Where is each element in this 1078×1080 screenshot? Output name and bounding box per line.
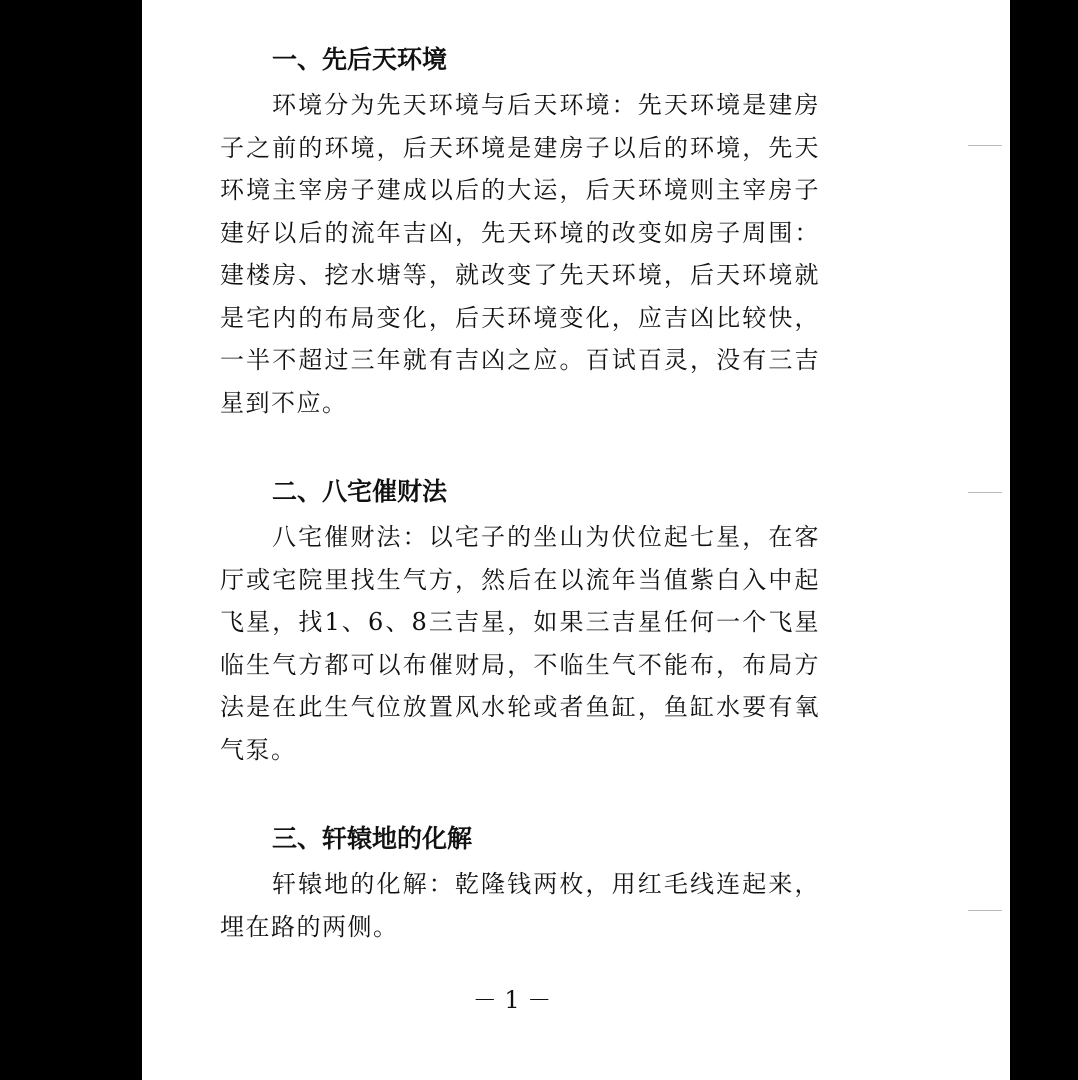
document-page [142, 0, 1010, 1080]
section-paragraph: 八宅催财法：以宅子的坐山为伏位起七星，在客厅或宅院里找生气方，然后在以流年当值紫白入中起飞星，找1、6、8三吉星，如果三吉星任何一个飞星临生气方都可以布催财局，不临生气不能布，布局方法是在此生气位放置风水轮或者鱼缸，鱼缸水要有氧气泵。 [220, 523, 820, 764]
section-wealth-method [220, 472, 820, 771]
section-heading: 三、轩辕地的化解 [272, 824, 473, 853]
section-heading: 一、先后天环境 [272, 45, 448, 74]
scan-edge-mark [968, 145, 1002, 146]
document-content [220, 40, 820, 996]
section-paragraph: 轩辕地的化解：乾隆钱两枚，用红毛线连起来，埋在路的两侧。 [220, 870, 820, 941]
section-heading: 二、八宅催财法 [272, 477, 448, 506]
scan-edge-mark [968, 910, 1002, 911]
section-resolution [220, 819, 820, 948]
scan-edge-mark [968, 492, 1002, 493]
section-paragraph: 环境分为先天环境与后天环境：先天环境是建房子之前的环境，后天环境是建房子以后的环境，先天环境主宰房子建成以后的大运，后天环境则主宰房子建好以后的流年吉凶，先天环境的改变如房子周围：建楼房、挖水塘等，就改变了先天环境，后天环境就是宅内的布局变化，后天环境变化，应吉凶比较快，一半不超过三年就有吉凶之应。百试百灵，没有三吉星到不应。 [220, 91, 820, 417]
page-number: － 1 － [472, 986, 552, 1014]
section-environment [220, 40, 820, 424]
